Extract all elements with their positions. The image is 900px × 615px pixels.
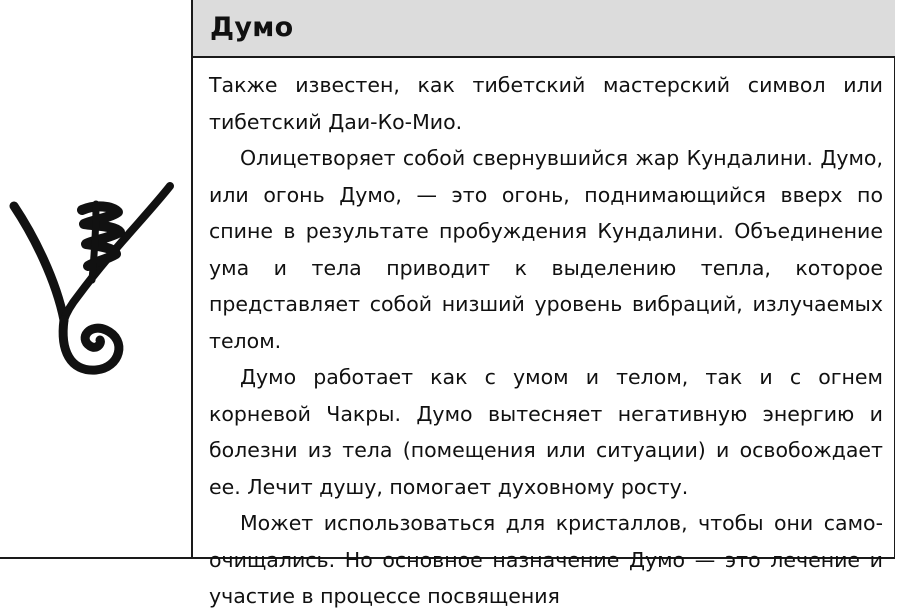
paragraph: Думо работает как с умом и телом, так и с огнем корневой Чакры. Думо вытесняет негативную энергию и болезни из тела (помещения или ситуации) и освобождает ее. Лечит душу, помогает духовному росту. — [209, 365, 883, 499]
column-divider — [191, 0, 193, 559]
section-header — [193, 0, 895, 58]
paragraph: Олицетворяет собой свернувшийся жар Кундалини. Думо, или огонь Думо, — это огонь, поднимающийся вверх по спине в результате пробуждения Кундалини. Объединение ума и тела приводит к выделению тепла, которое представляет собой низший уровень вибраций, излучаемых телом. — [209, 146, 883, 353]
dumo-symbol-icon — [0, 0, 191, 559]
paragraph: Может использоваться для кристаллов, чтобы они самоочищались. Но основное назначение Думо — это лечение и участие в процессе посвящения — [209, 511, 883, 608]
symbol-cell — [0, 0, 191, 559]
description-text — [209, 67, 883, 615]
section-title: Думо — [210, 12, 294, 43]
paragraph: Также известен, как тибетский мастерский символ или тибетский Даи-Ко-Мио. — [209, 73, 883, 134]
